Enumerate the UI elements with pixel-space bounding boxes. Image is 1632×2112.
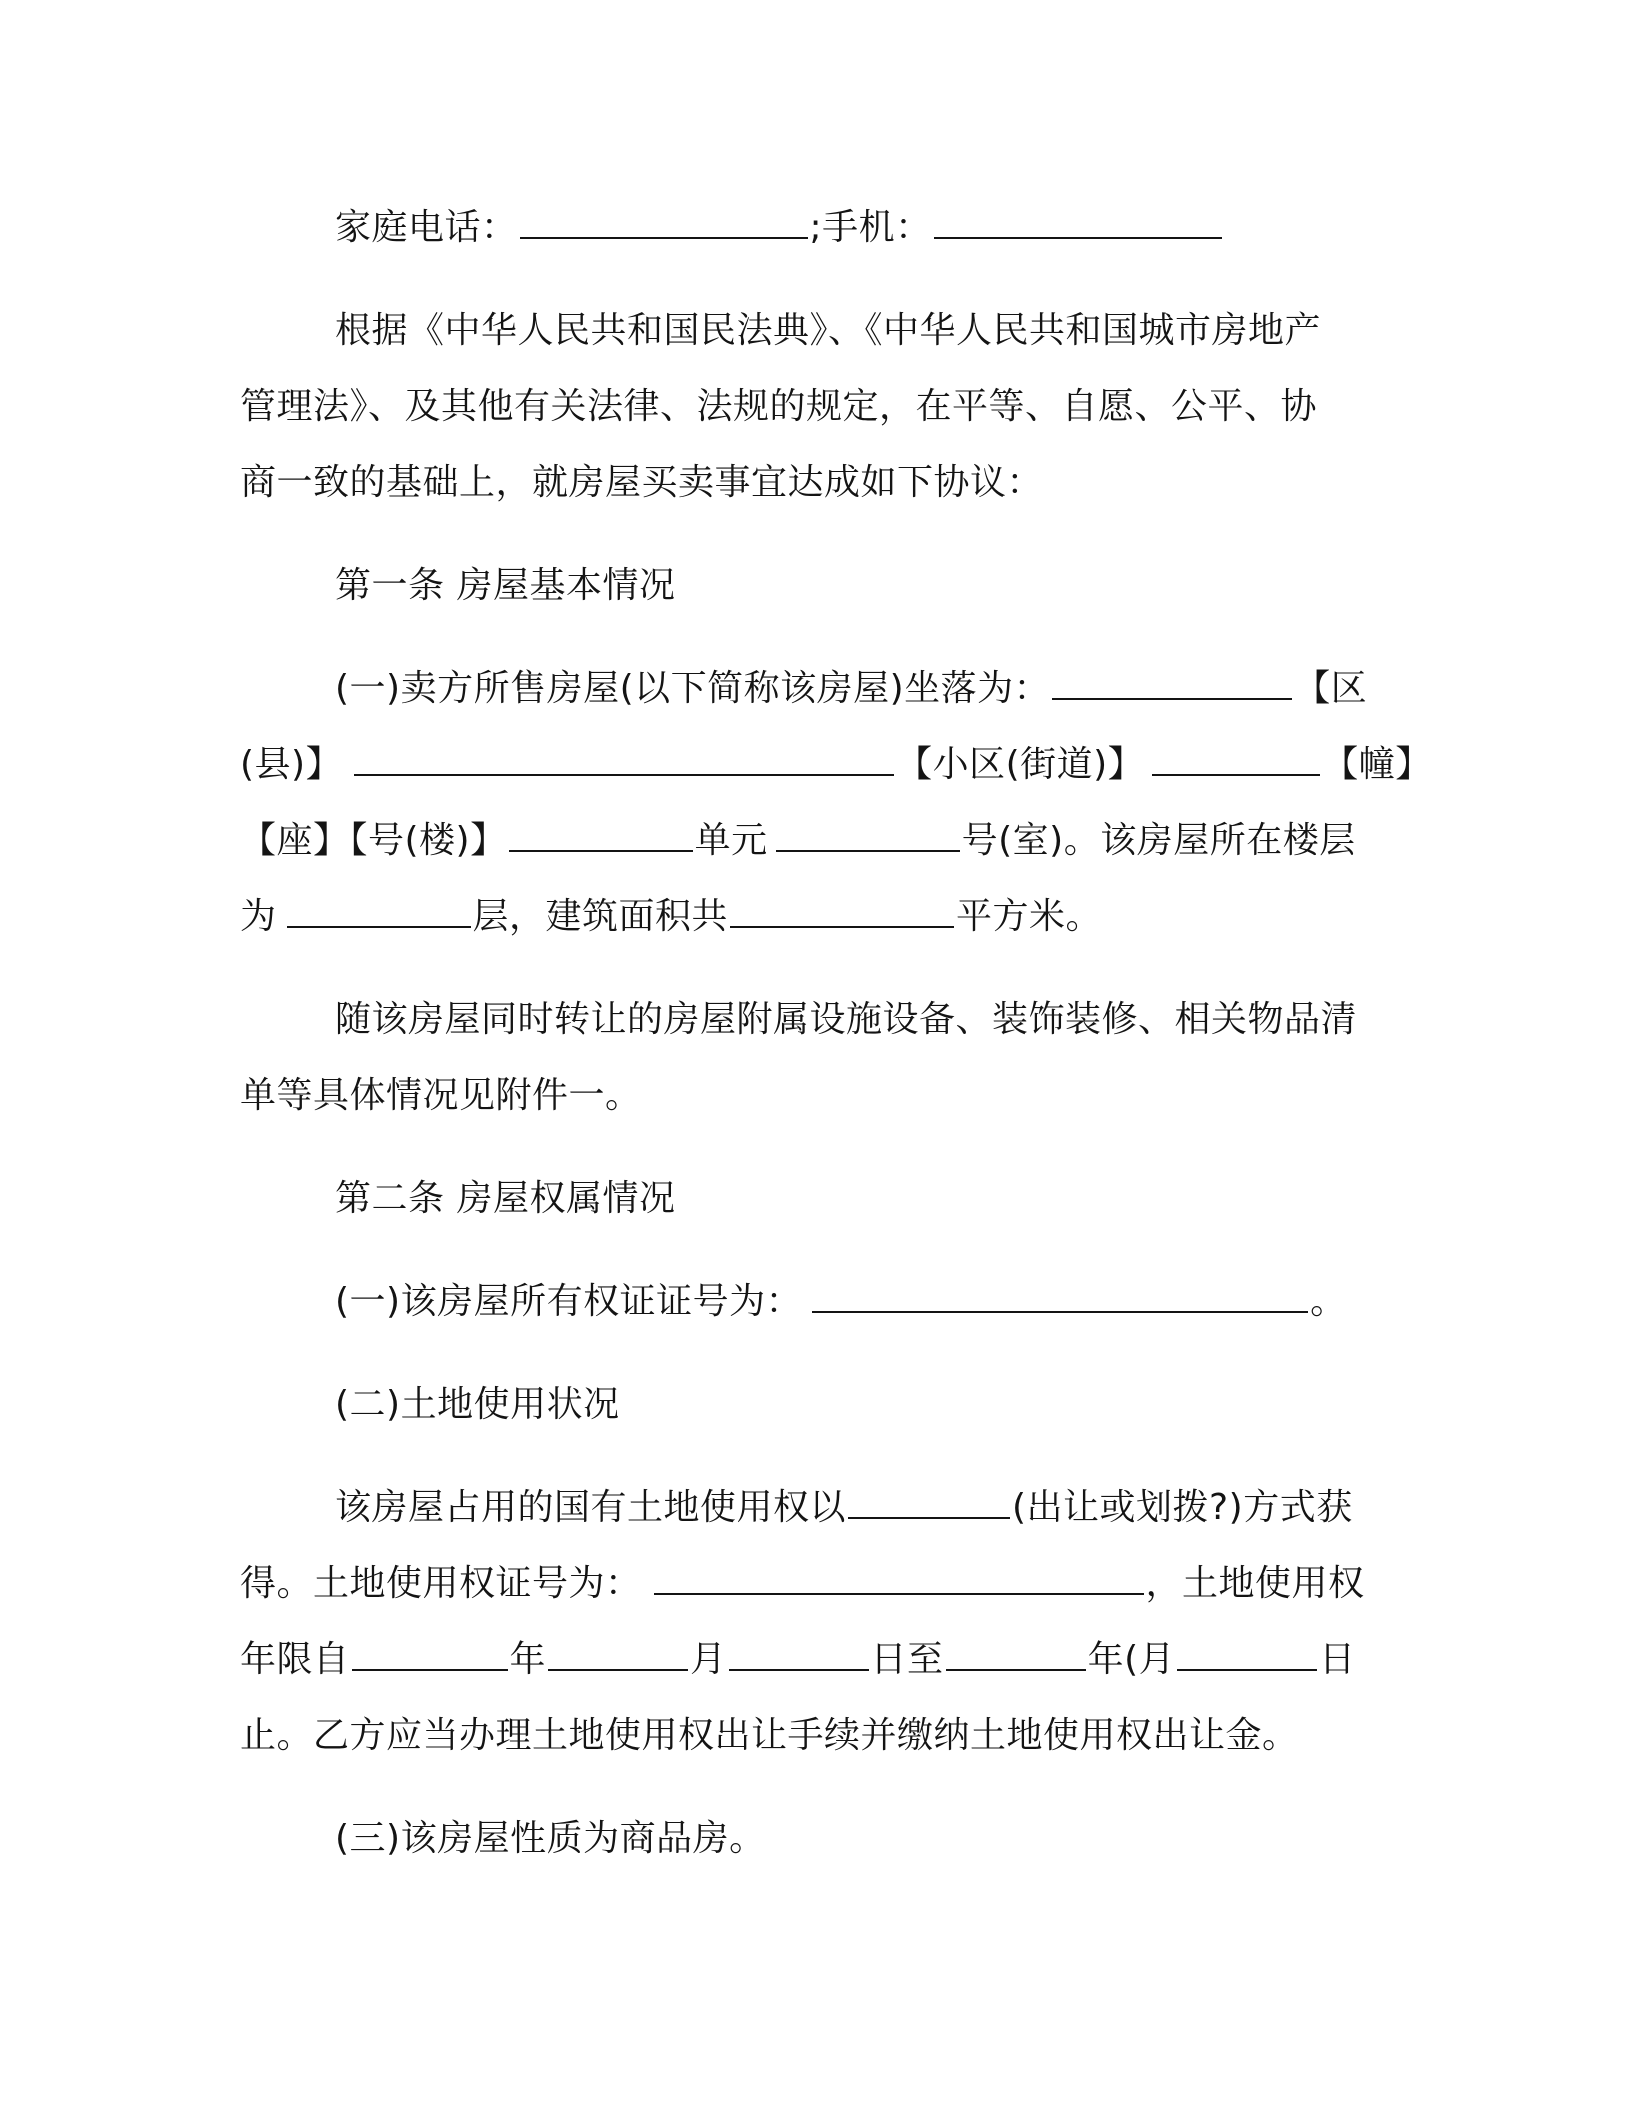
land-line-2 xyxy=(240,1546,1390,1622)
district-label: 【区 xyxy=(1294,668,1368,709)
intro-line-3: 商一致的基础上，就房屋买卖事宜达成如下协议： xyxy=(240,462,1044,503)
land-cert-label: 得。土地使用权证号为： xyxy=(240,1563,642,1604)
land-method-blank xyxy=(848,1487,1010,1519)
certificate-line xyxy=(240,1264,1390,1340)
building-blank xyxy=(1152,744,1320,776)
land-line-4: 止。乙方应当办理土地使用权出让手续并缴纳土地使用权出让金。 xyxy=(240,1715,1299,1756)
to-year-blank xyxy=(946,1639,1086,1671)
certificate-blank xyxy=(812,1281,1308,1313)
intro-line-1: 根据《中华人民共和国民法典》、《中华人民共和国城市房地产 xyxy=(335,310,1322,351)
property-nature: (三)该房屋性质为商品房。 xyxy=(335,1818,766,1859)
location-line-1 xyxy=(240,651,1390,727)
home-phone-label: 家庭电话： xyxy=(335,207,518,248)
from-year-blank xyxy=(352,1639,508,1671)
floor-blank xyxy=(287,896,471,928)
unit-blank xyxy=(509,820,693,852)
community-label: 【小区(街道)】 xyxy=(896,744,1145,785)
from-month-blank xyxy=(548,1639,688,1671)
certificate-label: (一)该房屋所有权证证号为： xyxy=(335,1281,803,1322)
attachment-line-2: 单等具体情况见附件一。 xyxy=(240,1075,642,1116)
mobile-label: ;手机： xyxy=(809,207,932,248)
from-month-label: 月 xyxy=(690,1639,727,1680)
area-blank xyxy=(730,896,954,928)
county-label: (县)】 xyxy=(240,744,343,785)
land-cert-blank xyxy=(654,1563,1144,1595)
seat-number-label: 【座】【号(楼)】 xyxy=(240,820,507,861)
land-line-1 xyxy=(240,1470,1390,1546)
to-label: 日至 xyxy=(870,1639,944,1680)
community-blank xyxy=(354,744,894,776)
intro-line-2: 管理法》、及其他有关法律、法规的规定，在平等、自愿、公平、协 xyxy=(240,386,1318,427)
land-method-label: (出让或划拨?)方式获 xyxy=(1012,1487,1353,1528)
from-year-label: 年 xyxy=(509,1639,547,1680)
to-day-label: 日 xyxy=(1319,1639,1356,1680)
land-use-paragraph xyxy=(240,1470,1390,1774)
intro-paragraph xyxy=(240,293,1390,521)
floor-prefix: 为 xyxy=(240,896,277,937)
location-line-4 xyxy=(240,879,1390,955)
phone-line xyxy=(240,190,1390,266)
land-right-text: 该房屋占用的国有土地使用权以 xyxy=(335,1487,847,1528)
land-line-3 xyxy=(240,1622,1390,1698)
article-1-title: 第一条 房屋基本情况 xyxy=(335,565,676,606)
room-blank xyxy=(776,820,960,852)
term-from-label: 年限自 xyxy=(240,1639,350,1680)
location-text: (一)卖方所售房屋(以下简称该房屋)坐落为： xyxy=(335,668,1051,709)
home-phone-blank xyxy=(520,207,808,239)
from-day-blank xyxy=(729,1639,869,1671)
location-line-3 xyxy=(240,803,1390,879)
land-use-title: (二)土地使用状况 xyxy=(335,1384,620,1425)
to-year-label: 年(月 xyxy=(1087,1639,1176,1680)
attachment-line-1: 随该房屋同时转让的房屋附属设施设备、装饰装修、相关物品清 xyxy=(335,999,1358,1040)
room-label: 号(室)。该房屋所在楼层 xyxy=(961,820,1356,861)
location-line-2 xyxy=(240,727,1432,803)
document-body xyxy=(240,190,1432,1904)
attachment-paragraph xyxy=(240,982,1390,1134)
location-paragraph xyxy=(240,651,1432,955)
article-2-title: 第二条 房屋权属情况 xyxy=(335,1178,676,1219)
unit-label: 单元 xyxy=(694,820,768,861)
area-unit: 平方米。 xyxy=(956,896,1103,937)
area-label: 层，建筑面积共 xyxy=(472,896,729,937)
certificate-end: 。 xyxy=(1310,1281,1347,1322)
land-term-label: ，土地使用权 xyxy=(1145,1563,1365,1604)
mobile-blank xyxy=(934,207,1222,239)
district-blank xyxy=(1052,668,1292,700)
building-label: 【幢】 xyxy=(1322,744,1432,785)
to-day-blank xyxy=(1177,1639,1317,1671)
